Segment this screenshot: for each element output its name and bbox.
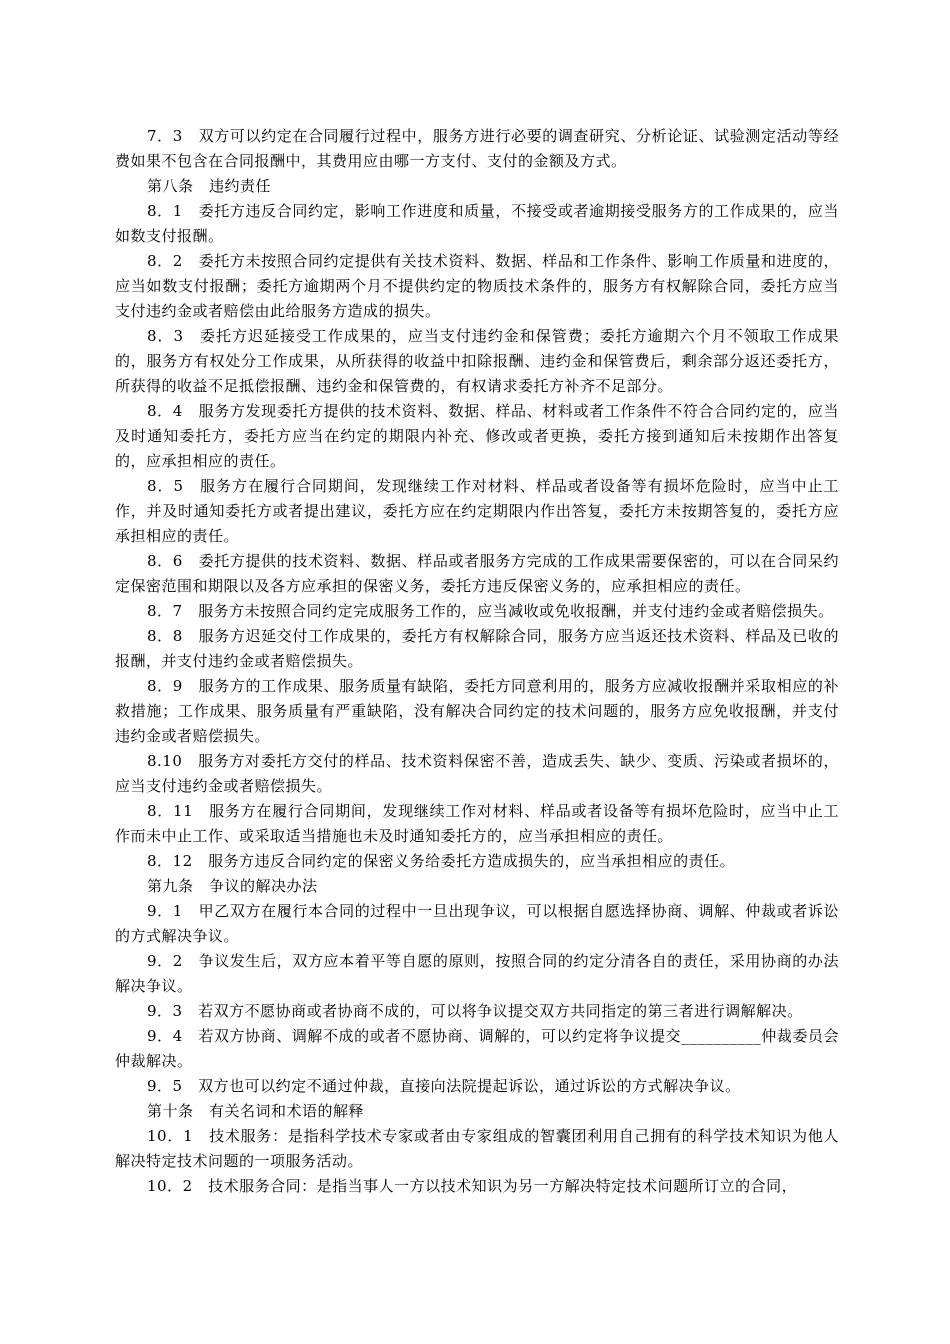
article-8-heading: 第八条 违约责任 — [147, 177, 272, 195]
clause-8-1: 8．1 委托方违反合同约定，影响工作进度和质量，不接受或者逾期接受服务方的工作成果的，应当如数支付报酬。 — [115, 202, 839, 245]
clause-10-2: 10．2 技术服务合同：是指当事人一方以技术知识为另一方解决特定技术问题所订立的合同， — [147, 1177, 798, 1195]
clause-9-1: 9．1 甲乙双方在履行本合同的过程中一旦出现争议，可以根据自愿选择协商、调解、仲裁或者诉讼的方式解决争议。 — [115, 902, 839, 945]
clause-9-5: 9．5 双方也可以约定不通过仲裁，直接向法院提起诉讼，通过诉讼的方式解决争议。 — [147, 1077, 741, 1095]
clause-8-4: 8．4 服务方发现委托方提供的技术资料、数据、样品、材料或者工作条件不符合合同约定的，应当及时通知委托方，委托方应当在约定的期限内补充、修改或者更换，委托方接到通知后未按期作出答复的，应承担相应的责任。 — [115, 402, 839, 470]
clause-10-1: 10．1 技术服务：是指科学技术专家或者由专家组成的智囊团利用自己拥有的科学技术知识为他人解决特定技术问题的一项服务活动。 — [115, 1127, 839, 1170]
clause-8-9: 8．9 服务方的工作成果、服务质量有缺陷，委托方同意利用的，服务方应减收报酬并采取相应的补救措施；工作成果、服务质量有严重缺陷，没有解决合同约定的技术问题的，服务方应免收报酬，并支付违约金或者赔偿损失。 — [115, 677, 839, 745]
clause-8-2: 8．2 委托方未按照合同约定提供有关技术资料、数据、样品和工作条件、影响工作质量和进度的，应当如数支付报酬；委托方逾期两个月不提供约定的物质技术条件的，服务方有权解除合同，委托方应当支付违约金或者赔偿由此给服务方造成的损失。 — [115, 252, 839, 320]
document-page — [115, 124, 839, 1199]
clause-8-10: 8.10 服务方对委托方交付的样品、技术资料保密不善，造成丢失、缺少、变质、污染或者损坏的，应当支付违约金或者赔偿损失。 — [115, 752, 839, 795]
clause-8-12: 8．12 服务方违反合同约定的保密义务给委托方造成损失的，应当承担相应的责任。 — [147, 852, 736, 870]
clause-8-7: 8．7 服务方未按照合同约定完成服务工作的，应当减收或免收报酬，并支付违约金或者赔偿损失。 — [147, 602, 834, 620]
article-9-heading: 第九条 争议的解决办法 — [147, 877, 318, 895]
clause-9-2: 9．2 争议发生后，双方应本着平等自愿的原则，按照合同的约定分清各自的责任，采用协商的办法解决争议。 — [115, 952, 839, 995]
clause-8-11: 8．11 服务方在履行合同期间，发现继续工作对材料、样品或者设备等有损坏危险时，应当中止工作而未中止工作、或采取适当措施也未及时通知委托方的，应当承担相应的责任。 — [115, 802, 839, 845]
clause-8-5: 8．5 服务方在履行合同期间，发现继续工作对材料、样品或者设备等有损坏危险时，应当中止工作，并及时通知委托方或者提出建议，委托方应在约定期限内作出答复，委托方未按期答复的，委托方应承担相应的责任。 — [115, 477, 839, 545]
clause-8-8: 8．8 服务方迟延交付工作成果的，委托方有权解除合同，服务方应当返还技术资料、样品及已收的报酬，并支付违约金或者赔偿损失。 — [115, 627, 839, 670]
clause-9-4: 9．4 若双方协商、调解不成的或者不愿协商、调解的，可以约定将争议提交__________仲裁委员会仲裁解决。 — [115, 1027, 839, 1070]
clause-7-3: 7．3 双方可以约定在合同履行过程中，服务方进行必要的调查研究、分析论证、试验测定活动等经费如果不包含在合同报酬中，其费用应由哪一方支付、支付的金额及方式。 — [115, 127, 839, 170]
article-10-heading: 第十条 有关名词和术语的解释 — [147, 1102, 365, 1120]
clause-8-3: 8．3 委托方迟延接受工作成果的，应当支付违约金和保管费；委托方逾期六个月不领取工作成果的，服务方有权处分工作成果，从所获得的收益中扣除报酬、违约金和保管费后，剩余部分返还委托方，所获得的收益不足抵偿报酬、违约金和保管费的，有权请求委托方补齐不足部分。 — [115, 327, 839, 395]
clause-9-3: 9．3 若双方不愿协商或者协商不成的，可以将争议提交双方共同指定的第三者进行调解解决。 — [147, 1002, 803, 1020]
clause-8-6: 8．6 委托方提供的技术资料、数据、样品或者服务方完成的工作成果需要保密的，可以在合同呆约定保密范围和期限以及各方应承担的保密义务，委托方违反保密义务的，应承担相应的责任。 — [115, 552, 839, 595]
